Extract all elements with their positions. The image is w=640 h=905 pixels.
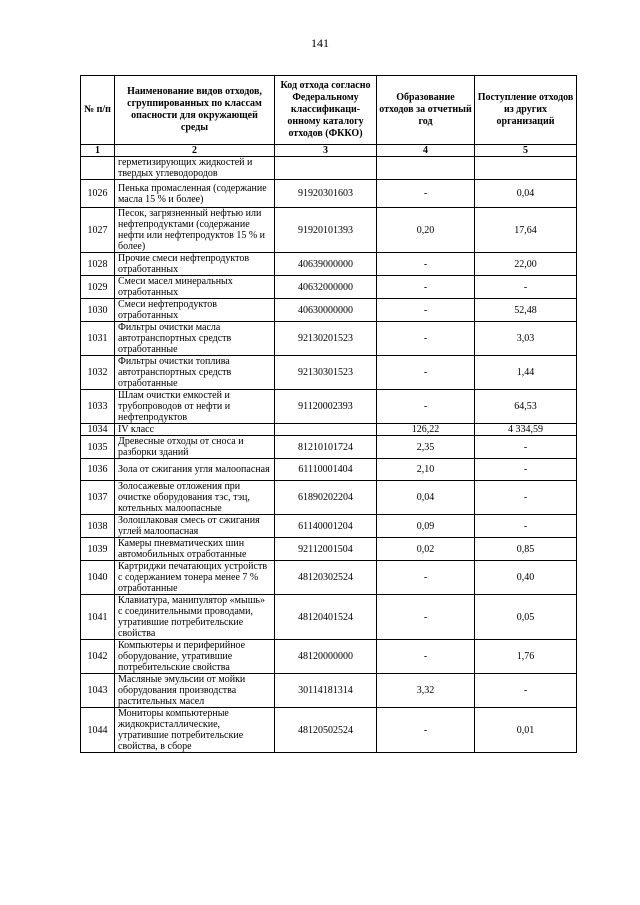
fkko-code: 48120502524 — [275, 708, 377, 753]
fkko-code: 30114181314 — [275, 674, 377, 708]
waste-name: Золошлаковая смесь от сжигания углей малоопасная — [115, 515, 275, 538]
fkko-code: 40639000000 — [275, 253, 377, 276]
waste-name: Клавиатура, манипулятор «мышь» с соединительными проводами, утратившие потребительские свойства — [115, 595, 275, 640]
row-number: 1039 — [81, 538, 115, 561]
column-index: 1 — [81, 145, 115, 157]
waste-name: Песок, загрязненный нефтью или нефтепродуктами (содержание нефти или нефтепродуктов 15 % и более) — [115, 208, 275, 253]
table-row — [81, 180, 577, 208]
generated-amount: - — [377, 180, 475, 208]
waste-table — [80, 75, 577, 753]
waste-name: Шлам очистки емкостей и трубопроводов от нефти и нефтепродуктов — [115, 390, 275, 424]
generated-amount: 3,32 — [377, 674, 475, 708]
waste-name: Картриджи печатающих устройств с содержанием тонера менее 7 % отработанные — [115, 561, 275, 595]
generated-amount — [377, 157, 475, 180]
fkko-code: 91920301603 — [275, 180, 377, 208]
fkko-code: 48120401524 — [275, 595, 377, 640]
table-row — [81, 538, 577, 561]
column-index: 2 — [115, 145, 275, 157]
received-amount: 17,64 — [475, 208, 577, 253]
row-number: 1030 — [81, 299, 115, 322]
received-amount: - — [475, 674, 577, 708]
waste-name: Древесные отходы от сноса и разборки зданий — [115, 436, 275, 459]
row-number: 1042 — [81, 640, 115, 674]
generated-amount: - — [377, 276, 475, 299]
table-row — [81, 208, 577, 253]
generated-amount: - — [377, 390, 475, 424]
generated-amount: - — [377, 640, 475, 674]
table-row — [81, 322, 577, 356]
received-amount: 0,85 — [475, 538, 577, 561]
row-number: 1036 — [81, 459, 115, 481]
received-amount: 1,44 — [475, 356, 577, 390]
row-number: 1035 — [81, 436, 115, 459]
row-number: 1034 — [81, 424, 115, 436]
table-row — [81, 356, 577, 390]
row-number: 1040 — [81, 561, 115, 595]
received-amount — [475, 157, 577, 180]
table-row — [81, 157, 577, 180]
hazard-class-label: IV класс — [115, 424, 275, 436]
row-number: 1031 — [81, 322, 115, 356]
generated-amount: - — [377, 253, 475, 276]
waste-name: Фильтры очистки масла автотранспортных средств отработанные — [115, 322, 275, 356]
received-amount: 0,05 — [475, 595, 577, 640]
fkko-code: 81210101724 — [275, 436, 377, 459]
generated-amount: 0,02 — [377, 538, 475, 561]
header-waste-name: Наименование видов отходов, сгруппированных по классам опасности для окружающей среды — [115, 76, 275, 145]
received-amount: - — [475, 481, 577, 515]
received-amount: 3,03 — [475, 322, 577, 356]
row-number: 1027 — [81, 208, 115, 253]
row-number: 1043 — [81, 674, 115, 708]
column-index: 5 — [475, 145, 577, 157]
received-amount: - — [475, 276, 577, 299]
table-row — [81, 674, 577, 708]
received-amount: 4 334,59 — [475, 424, 577, 436]
generated-amount: - — [377, 561, 475, 595]
waste-name: Фильтры очистки топлива автотранспортных средств отработанные — [115, 356, 275, 390]
generated-amount: 126,22 — [377, 424, 475, 436]
received-amount: 0,40 — [475, 561, 577, 595]
column-index-row — [81, 145, 577, 157]
received-amount: - — [475, 459, 577, 481]
fkko-code: 48120302524 — [275, 561, 377, 595]
row-number: 1041 — [81, 595, 115, 640]
waste-name: Смеси нефтепродуктов отработанных — [115, 299, 275, 322]
row-number: 1026 — [81, 180, 115, 208]
generated-amount: - — [377, 299, 475, 322]
table-row — [81, 390, 577, 424]
table-row — [81, 481, 577, 515]
waste-name: Золосажевые отложения при очистке оборудования тэс, тэц, котельных малоопасные — [115, 481, 275, 515]
header-received: Поступление отходов из других организаций — [475, 76, 577, 145]
table-row — [81, 708, 577, 753]
generated-amount: 2,10 — [377, 459, 475, 481]
header-row — [81, 76, 577, 145]
table-row — [81, 515, 577, 538]
row-number: 1037 — [81, 481, 115, 515]
received-amount: 0,04 — [475, 180, 577, 208]
table-row — [81, 299, 577, 322]
waste-name: Камеры пневматических шин автомобильных отработанные — [115, 538, 275, 561]
generated-amount: 0,04 — [377, 481, 475, 515]
column-index: 3 — [275, 145, 377, 157]
table-header — [81, 76, 577, 157]
received-amount: 1,76 — [475, 640, 577, 674]
page-number: 141 — [311, 36, 329, 50]
generated-amount: - — [377, 708, 475, 753]
waste-name: герметизирующих жидкостей и твердых углеводородов — [115, 157, 275, 180]
row-number: 1029 — [81, 276, 115, 299]
generated-amount: - — [377, 356, 475, 390]
fkko-code: 61140001204 — [275, 515, 377, 538]
header-number: № п/п — [81, 76, 115, 145]
fkko-code: 40632000000 — [275, 276, 377, 299]
row-number: 1044 — [81, 708, 115, 753]
table-body — [81, 157, 577, 753]
fkko-code: 92130301523 — [275, 356, 377, 390]
table-row — [81, 253, 577, 276]
fkko-code: 61890202204 — [275, 481, 377, 515]
table-row — [81, 561, 577, 595]
fkko-code: 92112001504 — [275, 538, 377, 561]
column-index: 4 — [377, 145, 475, 157]
generated-amount: - — [377, 595, 475, 640]
received-amount: 52,48 — [475, 299, 577, 322]
generated-amount: 0,09 — [377, 515, 475, 538]
generated-amount: 2,35 — [377, 436, 475, 459]
waste-name: Мониторы компьютерные жидкокристаллические, утратившие потребительские свойства, в сборе — [115, 708, 275, 753]
fkko-code — [275, 424, 377, 436]
fkko-code: 61110001404 — [275, 459, 377, 481]
row-number — [81, 157, 115, 180]
received-amount: 0,01 — [475, 708, 577, 753]
waste-name: Масляные эмульсии от мойки оборудования производства растительных масел — [115, 674, 275, 708]
received-amount: - — [475, 515, 577, 538]
header-generated: Образование отходов за отчетный год — [377, 76, 475, 145]
table-row — [81, 436, 577, 459]
waste-name: Смеси масел минеральных отработанных — [115, 276, 275, 299]
fkko-code: 48120000000 — [275, 640, 377, 674]
row-number: 1032 — [81, 356, 115, 390]
table-row — [81, 640, 577, 674]
received-amount: 22,00 — [475, 253, 577, 276]
generated-amount: - — [377, 322, 475, 356]
generated-amount: 0,20 — [377, 208, 475, 253]
waste-name: Компьютеры и периферийное оборудование, утратившие потребительские свойства — [115, 640, 275, 674]
header-fkko-code: Код отхода согласно Федеральному классификаци-онному каталогу отходов (ФККО) — [275, 76, 377, 145]
row-number: 1038 — [81, 515, 115, 538]
row-number: 1028 — [81, 253, 115, 276]
waste-name: Прочие смеси нефтепродуктов отработанных — [115, 253, 275, 276]
fkko-code — [275, 157, 377, 180]
fkko-code: 91120002393 — [275, 390, 377, 424]
row-number: 1033 — [81, 390, 115, 424]
waste-name: Зола от сжигания угля малоопасная — [115, 459, 275, 481]
waste-name: Пенька промасленная (содержание масла 15 % и более) — [115, 180, 275, 208]
table-row — [81, 595, 577, 640]
received-amount: - — [475, 436, 577, 459]
class-row — [81, 424, 577, 436]
fkko-code: 91920101393 — [275, 208, 377, 253]
received-amount: 64,53 — [475, 390, 577, 424]
table-row — [81, 459, 577, 481]
fkko-code: 92130201523 — [275, 322, 377, 356]
fkko-code: 40630000000 — [275, 299, 377, 322]
table-row — [81, 276, 577, 299]
